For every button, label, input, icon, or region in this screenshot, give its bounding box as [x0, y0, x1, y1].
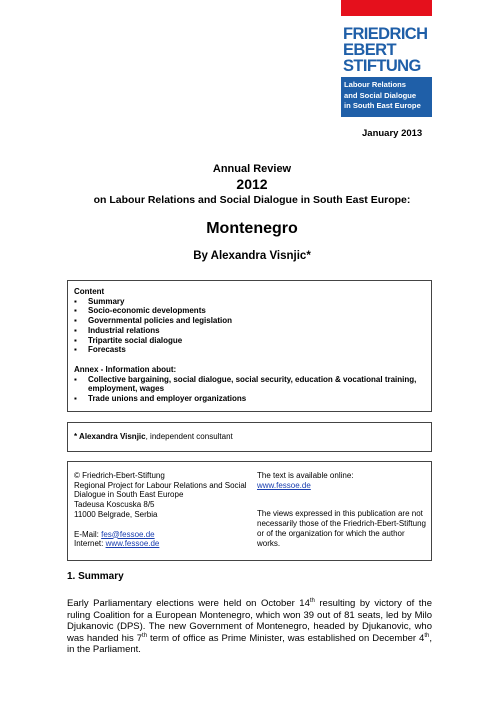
annex-item: ▪ Collective bargaining, social dialogue, social security, education & vocational training, employment, wages — [74, 375, 425, 394]
contents-list — [74, 297, 425, 355]
imprint-online — [257, 471, 429, 548]
logo-red-bar — [341, 0, 432, 16]
summary-sup-3: th — [424, 632, 430, 639]
imprint-address — [74, 471, 250, 549]
logo-word-3: STIFTUNG — [343, 57, 421, 75]
summary-text-3: term of office as Prime Minister, was established on December 4 — [147, 632, 425, 644]
imprint-box — [67, 461, 432, 561]
imprint-line: © Friedrich-Ebert-Stiftung — [74, 471, 165, 480]
annex-item: ▪ Trade unions and employer organizations — [74, 394, 425, 404]
contents-item: ▪ Tripartite social dialogue — [74, 336, 425, 346]
internet-line — [74, 539, 250, 549]
summary-sup-1: th — [309, 597, 315, 604]
page-subtitle: on Labour Relations and Social Dialogue in South East Europe: — [93, 194, 411, 206]
internet-link[interactable]: www.fessoe.de — [105, 539, 160, 549]
year: 2012 — [236, 176, 268, 192]
contents-box — [67, 280, 432, 412]
online-text: The text is available online: — [257, 471, 354, 480]
fes-logo — [341, 0, 432, 117]
annex-list — [74, 375, 425, 404]
logo-blue-panel — [341, 77, 432, 117]
contents-heading: Content — [74, 287, 105, 296]
author-note-box — [67, 422, 432, 452]
page-title: Montenegro — [206, 220, 298, 237]
contents-item: ▪ Governmental policies and legislation — [74, 316, 425, 326]
summary-text-4: , in the Parliament. — [67, 632, 432, 656]
summary-paragraph — [67, 598, 432, 656]
author-note-role: , independent consultant — [145, 432, 233, 441]
logo-word-2: EBERT — [343, 41, 396, 59]
email-label: E-Mail: — [74, 529, 102, 539]
publication-date: January 2013 — [362, 128, 423, 139]
imprint-line: 11000 Belgrade, Serbia — [74, 509, 158, 519]
contents-item: ▪ Forecasts — [74, 345, 425, 355]
summary-text-1: Early Parliamentary elections were held on October 14 — [67, 598, 310, 609]
summary-text-2: resulting by victory of the ruling Coalition for a European Montenegro, which won 39 out of 81 seats, led by Milo Djukanovic (DPS). The new Government of Montenegro, headed by Djukanovic, who was handed his 7 — [67, 598, 432, 644]
imprint-line: Tadeusa Koscuska 8/5 — [74, 500, 155, 510]
contents-item: ▪ Socio-economic developments — [74, 306, 425, 316]
email-link[interactable]: fes@fessoe.de — [101, 529, 155, 539]
online-link[interactable]: www.fessoe.de — [257, 480, 311, 490]
email-line — [74, 530, 250, 540]
contents-item: ▪ Summary — [74, 297, 425, 307]
internet-label: Internet: — [74, 539, 106, 549]
annex-heading: Annex - Information about: — [74, 364, 177, 374]
logo-word-1: FRIEDRICH — [343, 25, 428, 43]
summary-heading: 1. Summary — [67, 571, 124, 582]
kicker: Annual Review — [212, 163, 292, 175]
summary-sup-2: th — [142, 632, 148, 639]
contents-item: ▪ Industrial relations — [74, 326, 425, 336]
imprint-line: Regional Project for Labour Relations and Social Dialogue in South East Europe — [74, 480, 247, 500]
author-byline: By Alexandra Visnjic* — [193, 250, 311, 262]
logo-subtitle: Labour Relations and Social Dialogue in South East Europe — [344, 80, 421, 110]
author-note-name: * Alexandra Visnjic — [74, 432, 146, 441]
disclaimer: The views expressed in this publication are not necessarily those of the Friedrich-Ebert-Stiftung or of the organization for which the author works. — [257, 509, 426, 548]
